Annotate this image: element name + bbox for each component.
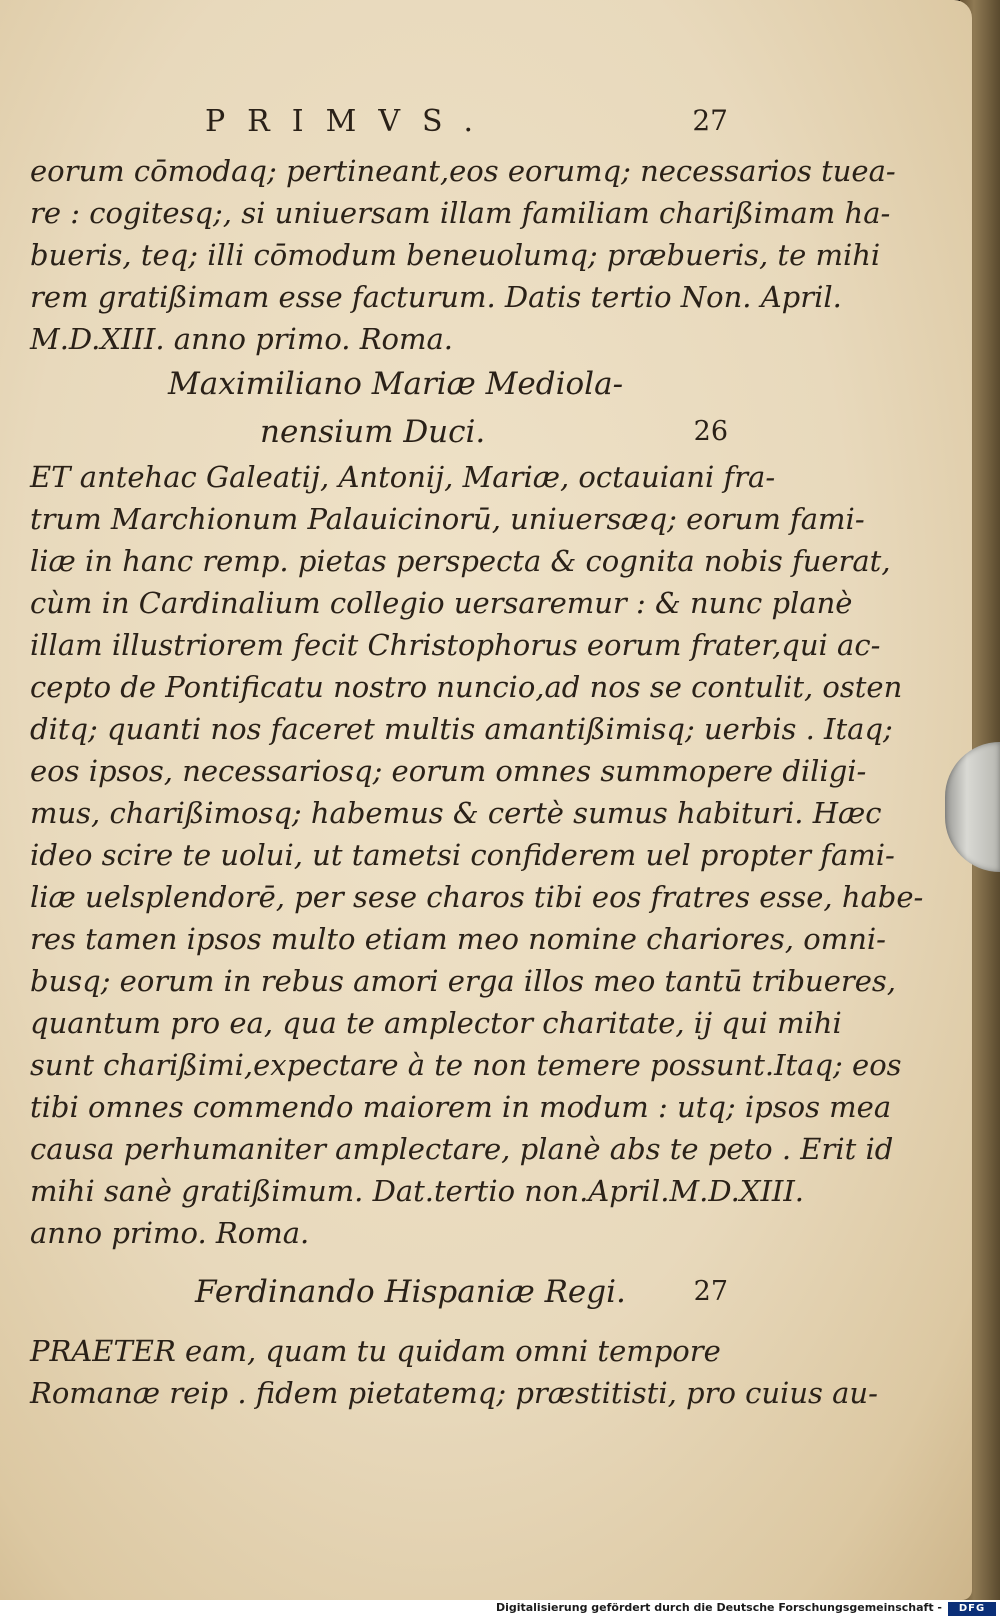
section-gap [30,1316,750,1330]
letter-heading [30,1268,750,1316]
text-line: eos ipsos, necessariosq; eorum omnes summopere diligi- [30,754,867,788]
dfg-logo: DFG [948,1602,996,1616]
footer-credit: Digitalisierung gefördert durch die Deutsche Forschungsgemeinschaft - [495,1601,942,1614]
text-line: mus, charißimosq; habemus & certè sumus habituri. Hæc [30,796,882,830]
letter-heading-line: Maximiliano Mariæ Mediola- [168,366,624,402]
letter-number: 26 [693,416,728,447]
text-line: rem gratißimam esse facturum. Datis tertio Non. April. [30,280,842,314]
text-line: cùm in Cardinalium collegio uersaremur : & nunc planè [30,586,853,620]
text-line: cepto de Pontificatu nostro nuncio,ad nos se contulit, osten [30,670,903,704]
text-line: bueris, teq; illi cōmodum beneuolumq; præbueris, te mihi [30,238,881,272]
letter-number: 27 [693,1276,728,1307]
text-line: res tamen ipsos multo etiam meo nomine chariores, omni- [30,922,886,956]
text-line: mihi sanè gratißimum. Dat.tertio non.April.M.D.XIII. [30,1174,805,1208]
digitization-footer [0,1600,1000,1618]
page-text [30,104,924,1414]
text-line: ideo scire te uolui, ut tametsi confiderem uel propter fami- [30,838,895,872]
text-line: eorum cōmodaq; pertineant,eos eorumq; necessarios tuea- [30,154,896,188]
text-line: trum Marchionum Palauicinorū, uniuersæq; eorum fami- [30,502,865,536]
page-header [30,104,750,148]
text-line: illam illustriorem fecit Christophorus eorum frater,qui ac- [30,628,881,662]
letter-heading [30,408,750,456]
text-line: sunt charißimi,expectare à te non temere possunt.Itaq; eos [30,1048,902,1082]
text-line: liæ uelsplendorē, per sese charos tibi eos fratres esse, habe- [30,880,924,914]
text-line: re : cogitesq;, si uniuersam illam familiam charißimam ha- [30,196,891,230]
text-line: ET antehac Galeatij, Antonij, Mariæ, octauiani fra- [30,460,776,494]
text-line: liæ in hanc remp. pietas perspecta & cognita nobis fuerat, [30,544,891,578]
text-line: quantum pro ea, qua te amplector charitate, ij qui mihi [30,1006,842,1040]
letter-heading-line: Ferdinando Hispaniæ Regi. [195,1274,626,1310]
text-line: causa perhumaniter amplectare, planè abs te peto . Erit id [30,1132,894,1166]
page-number: 27 [692,104,728,137]
text-line: Romanæ reip . fidem pietatemq; præstitisti, pro cuius au- [30,1376,878,1410]
section-gap [30,1254,750,1268]
text-line: PRAETER eam, quam tu quidam omni tempore [30,1334,721,1368]
text-line: M.D.XIII. anno primo. Roma. [30,322,454,356]
text-line: anno primo. Roma. [30,1216,310,1250]
letter-27 [30,1268,878,1414]
running-head: PRIMVS. [205,104,496,139]
previous-letter-ending [30,150,896,360]
text-line: busq; eorum in rebus amori erga illos meo tantū tribueres, [30,964,897,998]
text-line: ditq; quanti nos faceret multis amantißimisq; uerbis . Itaq; [30,712,893,746]
letter-26 [30,360,924,1254]
text-line: tibi omnes commendo maiorem in modum : utq; ipsos mea [30,1090,892,1124]
letter-heading-line: nensium Duci. [260,414,486,450]
letter-heading [30,360,750,408]
